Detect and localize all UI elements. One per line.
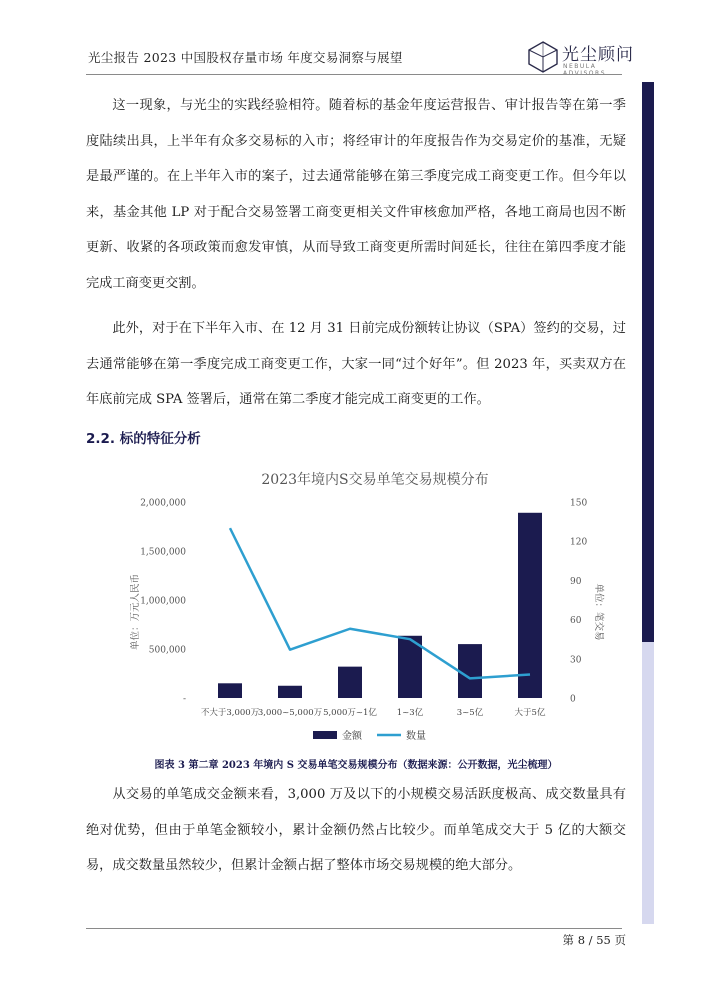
body-paragraph: 从交易的单笔成交金额来看，3,000 万及以下的小规模交易活跃度极高、成交数量具有绝对优势，但由于单笔金额较小，累计金额仍然占比较少。而单笔成交大于 5 亿的大额交易，成交数量虽然较少，但累计金额占据了整体市场交易规模的绝大部分。 (86, 787, 626, 873)
y-right-tick: 90 (570, 576, 582, 587)
y-left-tick: - (182, 694, 186, 705)
logo-icon (526, 40, 560, 74)
x-tick-label: 大于5亿 (514, 708, 546, 718)
legend-swatch-amount (313, 731, 337, 739)
chart-legend (313, 729, 426, 742)
chart (130, 462, 610, 752)
x-tick-label: 5,000万~1亿 (323, 708, 377, 718)
bar-amount (458, 644, 482, 698)
chart-svg (130, 462, 610, 752)
y-left-label: 单位：万元人民币 (130, 573, 141, 651)
y-right-tick: 60 (570, 616, 582, 627)
side-accent-bar-light (642, 642, 654, 924)
bar-amount (278, 686, 302, 698)
y-left-tick: 2,000,000 (140, 498, 186, 509)
y-right-label: 单位：笔交易 (593, 583, 604, 641)
side-accent-bar (642, 82, 654, 642)
bar-amount (518, 513, 542, 698)
y-left-tick: 1,000,000 (140, 596, 186, 607)
y-right-tick: 150 (570, 498, 588, 509)
brand-logo (526, 40, 636, 77)
page-number: 第 8 / 55 页 (562, 933, 626, 947)
x-tick-label: 3~5亿 (456, 708, 484, 718)
x-tick-label: 3,000~5,000万 (257, 708, 323, 718)
x-tick-label: 1~3亿 (396, 708, 424, 718)
logo-text: 光尘顾问 (562, 45, 634, 65)
logo-subtext: NEBULA ADVISORS (563, 63, 607, 77)
bar-amount (218, 683, 242, 698)
section-heading: 2.2. 标的特征分析 (86, 431, 201, 447)
footer-rule (86, 928, 622, 929)
body-paragraph: 这一现象，与光尘的实践经验相符。随着标的基金年度运营报告、审计报告等在第一季度陆续出具，上半年有众多交易标的入市；将经审计的年度报告作为交易定价的基准，无疑是最严谨的。在上半年入市的案子，过去通常能够在第三季度完成工商变更工作。但今年以来，基金其他 LP 对于配合交易签署工商变更相关文件审核愈加严格，各地工商局也因不断更新、收紧的各项政策而愈发审慎，从而导致工商变更所需时间延长，往往在第四季度才能完成工商变更交割。 (86, 98, 626, 291)
header-rule (86, 74, 622, 75)
figure-caption: 图表 3 第二章 2023 年境内 S 交易单笔交易规模分布（数据来源：公开数据，光尘梳理） (154, 760, 558, 771)
y-right-tick: 0 (570, 694, 576, 705)
chart-title: 2023年境内S交易单笔交易规模分布 (261, 472, 489, 488)
y-right-tick: 120 (570, 537, 588, 548)
line-count (230, 528, 530, 678)
body-paragraph: 此外，对于在下半年入市、在 12 月 31 日前完成份额转让协议（SPA）签约的交易，过去通常能够在第一季度完成工商变更工作，大家一同“过个好年”。但 2023 年，买卖双方在年底前完成 SPA 签署后，通常在第二季度才能完成工商变更的工作。 (86, 321, 626, 407)
y-left-tick: 500,000 (148, 645, 186, 656)
y-left-tick: 1,500,000 (140, 547, 186, 558)
legend-label-count: 数量 (406, 731, 426, 742)
legend-label-amount: 金额 (342, 731, 362, 742)
x-tick-label: 不大于3,000万 (200, 708, 260, 718)
bar-amount (338, 667, 362, 698)
y-right-tick: 30 (570, 655, 582, 666)
header-title: 光尘报告 2023 中国股权存量市场 年度交易洞察与展望 (88, 50, 403, 65)
